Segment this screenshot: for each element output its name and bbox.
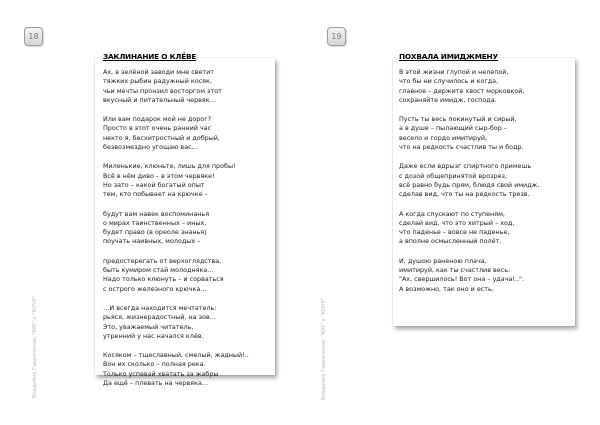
poem-line: В этой жизни глупой и нелепой, [399, 68, 509, 76]
poem-line: рьяся, жизнерадостный, на зов… [103, 313, 217, 322]
left-poem-body [103, 68, 249, 398]
poem-line: будут вам навек воспоминанья [103, 209, 210, 218]
poem-line: некто я, бесхитростный и добрый, [103, 133, 220, 142]
stanza [103, 257, 249, 294]
poem-line: Вон их сколько – полная река. [103, 360, 206, 369]
poem-line: быть кумиром стай молодняка… [103, 266, 214, 275]
poem-line: Миленькие, клюньте, лишь для пробы! [103, 162, 236, 171]
poem-line: предостерегать от верхоглядства, [103, 256, 222, 265]
poem-line: Косяком – тщеславный, смелый, жадный!.. [103, 351, 249, 360]
poem-line: Ах, в зелёной заводи мне светит [103, 68, 214, 76]
page-number-right: 19 [327, 27, 346, 46]
poem-line: утренний у нас начался клёв. [103, 331, 204, 340]
poem-line: А когда спускают по ступеням, [399, 209, 505, 218]
poem-line: сохраняйте имидж, господа. [399, 95, 497, 104]
poem-line: тяжких рыбин радужный косяк, [103, 77, 212, 86]
poem-line: …И всегда находится мечтатель: [103, 303, 217, 312]
stanza [399, 162, 539, 199]
poem-line: Да ещё – плевать на червяка… [103, 379, 209, 388]
poem-line: И, душою раненою плача, [399, 256, 487, 265]
left-margin-credit: Владимир Гаврилюков, "КЮ" и "КОЧУ" [32, 296, 38, 398]
left-poem-sheet [95, 52, 275, 388]
left-poem-title: ЗАКЛИНАНИЕ О КЛЁВЕ [103, 52, 197, 61]
poem-line: вкусный и питательный червяк… [103, 95, 217, 104]
stanza [103, 304, 249, 341]
poem-line: "Ах, свершилось! Вот она – удача!..". [399, 275, 525, 284]
right-poem-title: ПОХВАЛА ИМИДЖМЕНУ [399, 52, 498, 61]
stanza [103, 210, 249, 247]
right-poem-body [399, 68, 539, 304]
poem-line: с дозой общепринятой врозрез, [399, 171, 507, 180]
stanza [399, 257, 539, 294]
poem-line: Даже если вдрызг спиртного примешь [399, 162, 532, 171]
stanza [103, 162, 249, 199]
poem-line: с острого железного крючка… [103, 284, 207, 293]
poem-line: поучать наивных, молодых – [103, 237, 201, 246]
poem-line: тем, кто побывает на крючке – [103, 190, 208, 199]
poem-line: всё равно будь прям, блюдя свой имидж, [399, 180, 540, 189]
right-poem-sheet [393, 52, 575, 326]
poem-line: Или вам подарок мой не дорог? [103, 115, 211, 124]
poem-line: что на редкость счастлив ты и бодр. [399, 143, 524, 152]
poem-line: о мирах таинственных – иных, [103, 218, 207, 227]
poem-line: Пусть ты весь покинутый и сирый, [399, 115, 517, 124]
poem-line: чьи мечты пронзил восторгом этот [103, 86, 222, 95]
poem-line: а вполне осмысленный полёт. [399, 237, 502, 246]
poem-line: главное – держите хвост морковкой, [399, 86, 525, 95]
poem-line: имитируй, как ты счастлив весь: [399, 266, 511, 275]
poem-line: Но зато – какой богатый опыт [103, 180, 205, 189]
stanza [399, 115, 539, 152]
stanza [399, 210, 539, 247]
stanza [103, 68, 249, 105]
poem-line: Только успевай хватать за жабры [103, 369, 219, 378]
poem-line: Это, уважаемый читатель, [103, 322, 194, 331]
poem-line: а в душе – пылающий сыр-бор – [399, 124, 508, 133]
poem-line: весело и гордо имитируй, [399, 133, 488, 142]
stanza [103, 351, 249, 388]
stanza [103, 115, 249, 152]
poem-line: сделав вид, что ты на редкость трезв. [399, 190, 530, 199]
poem-line: Надо только клюнуть – и сорваться [103, 275, 224, 284]
right-margin-credit: Владимир Гаврилюков, "КЮ" и "КОЧУ" [321, 298, 327, 400]
poem-line: что бы ни случилось и когда, [399, 77, 499, 86]
poem-line: Всё в нём диво – в этом червяке! [103, 171, 215, 180]
page-number-left: 18 [24, 27, 43, 46]
stanza [399, 68, 539, 105]
poem-line: А возможно, так оно и есть. [399, 284, 494, 293]
poem-line: что паденье – вовсе не паденье, [399, 228, 510, 237]
poem-line: безвозмездно угощаю вас… [103, 143, 199, 152]
poem-line: Просто в этот очень ранний час [103, 124, 212, 133]
poem-line: будет право (в ореоле знанья) [103, 228, 207, 237]
poem-line: сделай вид, что это хитрый – ход, [399, 218, 515, 227]
